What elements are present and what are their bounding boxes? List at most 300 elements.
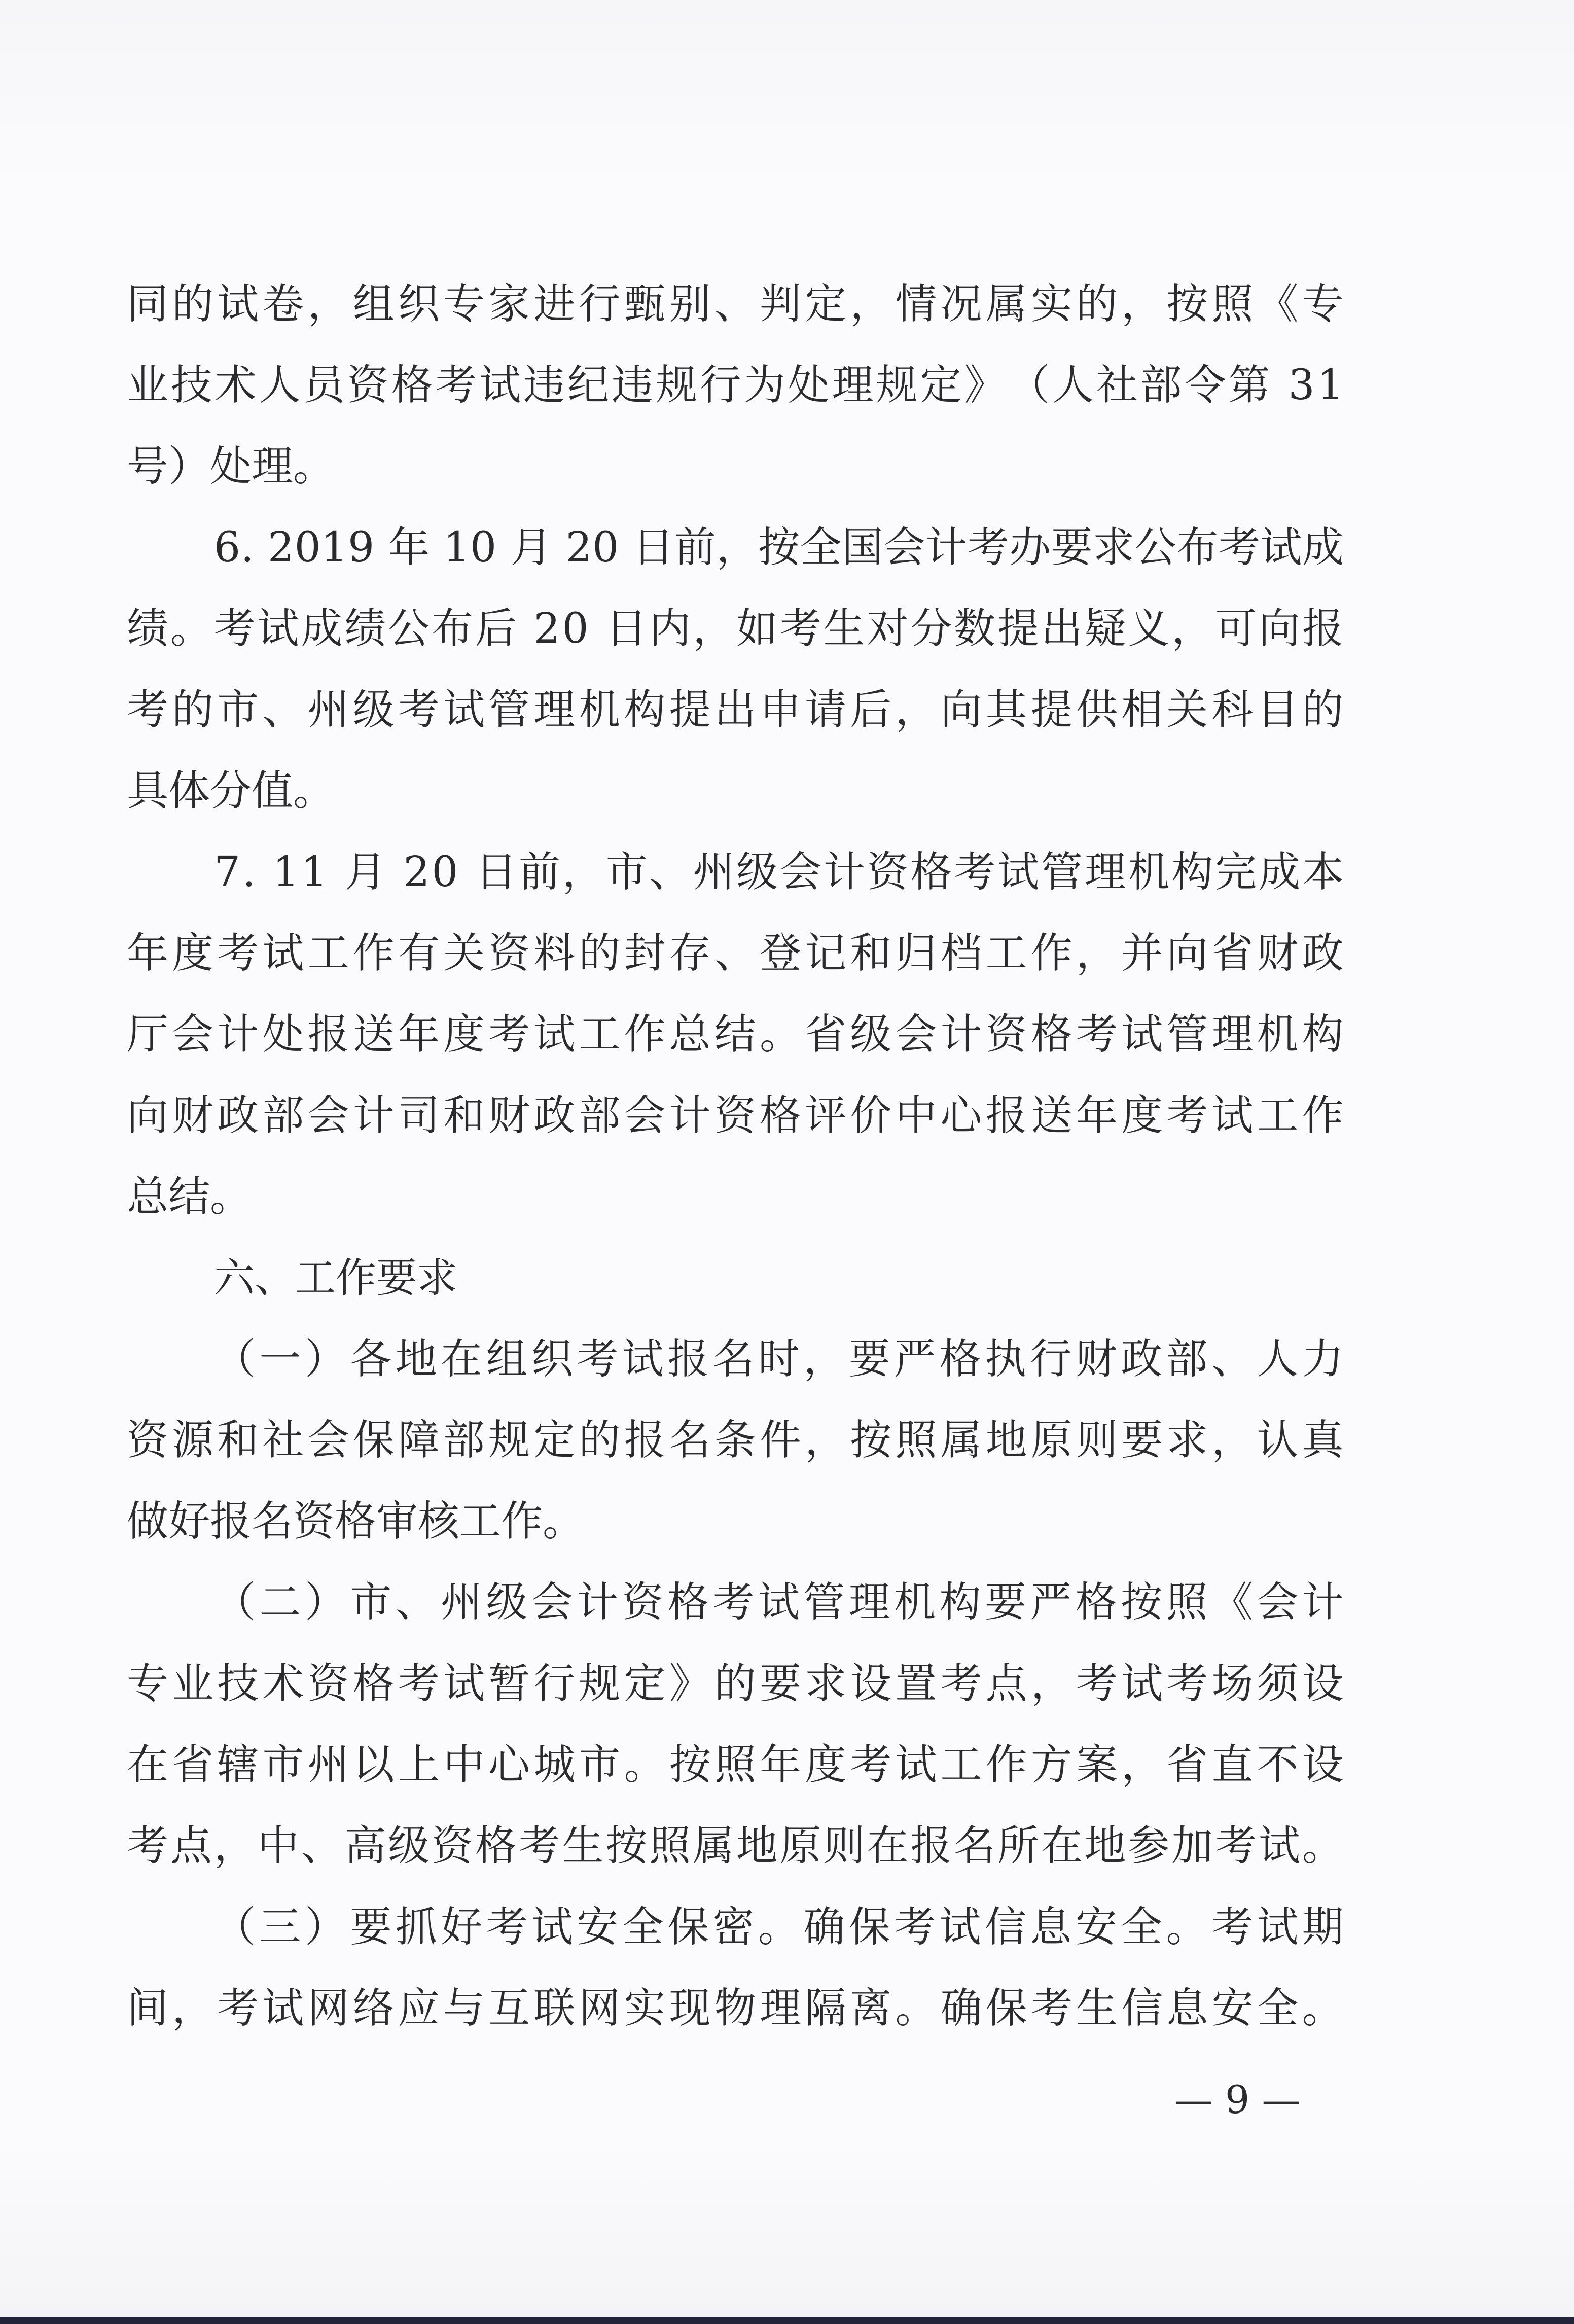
text-char: 评	[805, 1091, 847, 1140]
text-char: 政	[217, 1091, 259, 1140]
text-char: 络	[352, 1984, 395, 2032]
text-char: 会	[895, 1010, 937, 1059]
text-char: 年	[127, 929, 169, 977]
text-line-5	[127, 588, 1344, 670]
text-char: 、	[301, 1822, 343, 1870]
text-char: 公	[1134, 523, 1176, 572]
text-line-12: 总结。	[127, 1173, 252, 1221]
text-char: 部	[1140, 361, 1182, 409]
text-char: 考	[940, 1660, 982, 1708]
text-char: 1	[443, 523, 470, 572]
text-line-6	[127, 670, 1344, 751]
text-char: 考	[398, 1660, 440, 1708]
text-char: 向	[127, 1091, 169, 1140]
text-char: 安	[1075, 1903, 1117, 1951]
text-char: 试	[1211, 1091, 1254, 1140]
text-char: ，	[1211, 1416, 1254, 1464]
text-char: 向	[940, 686, 982, 734]
text-char	[258, 832, 271, 913]
text-char: 甄	[624, 280, 666, 328]
text-char: 要	[848, 1335, 890, 1383]
text-char: 管	[1041, 848, 1083, 896]
text-char: 0	[592, 523, 619, 572]
text-char: 考	[127, 686, 169, 734]
text-char: 的	[579, 929, 621, 977]
text-char: 业	[172, 1660, 214, 1708]
text-char: 档	[940, 929, 982, 977]
text-char: 试	[1258, 1822, 1300, 1870]
text-char: ，	[562, 848, 604, 896]
text-char: 期	[1302, 1903, 1344, 1951]
text-char: 格	[352, 1660, 395, 1708]
text-char: 直	[1211, 1741, 1254, 1789]
text-char: 目	[1257, 686, 1299, 734]
text-char	[552, 507, 565, 588]
text-char: 2	[565, 523, 592, 572]
text-char: 规	[579, 1660, 621, 1708]
text-char: 照	[895, 1416, 937, 1464]
text-char: 1	[301, 848, 328, 896]
text-char: ，	[1076, 929, 1118, 977]
text-char: 2	[267, 523, 295, 572]
text-char: 考	[1166, 1660, 1208, 1708]
text-char: 可	[1215, 605, 1257, 653]
text-char: 实	[1030, 280, 1072, 328]
text-char: 前	[674, 523, 716, 572]
text-char: 在	[867, 1822, 909, 1870]
text-char	[330, 832, 343, 913]
text-line-19	[127, 1724, 1344, 1806]
text-char: 专	[443, 280, 485, 328]
text-char: 进	[533, 280, 576, 328]
text-char: 有	[398, 929, 440, 977]
text-char: 网	[579, 1984, 621, 2032]
text-char: 员	[303, 361, 345, 409]
text-char: 构	[1302, 1010, 1344, 1059]
text-char: 行	[579, 280, 621, 328]
text-char: 作	[352, 929, 395, 977]
text-char: 登	[759, 929, 801, 977]
text-char: 会	[780, 848, 822, 896]
text-char: 按	[1166, 280, 1208, 328]
text-char: 年	[759, 1741, 801, 1789]
text-char: 和	[850, 929, 892, 977]
text-char: 计	[940, 1010, 982, 1059]
text-char: 成	[301, 605, 343, 653]
text-char: 级	[388, 1822, 430, 1870]
text-char: 年	[388, 523, 430, 572]
text-char: 格	[475, 1822, 517, 1870]
text-char: 格	[759, 1091, 801, 1140]
text-char: 资	[347, 361, 389, 409]
text-char: 格	[1075, 1578, 1117, 1627]
text-char: 置	[895, 1660, 937, 1708]
text-char: 和	[443, 1091, 485, 1140]
text-char: 报	[1302, 605, 1344, 653]
text-char: 其	[985, 686, 1027, 734]
text-char: 高	[344, 1822, 386, 1870]
text-char: 年	[1076, 1091, 1118, 1140]
text-char: 的	[714, 1660, 756, 1708]
text-char: 信	[1121, 1984, 1163, 2032]
text-char: 资	[622, 1578, 664, 1627]
text-char: 计	[669, 1091, 711, 1140]
text-char: 考	[398, 686, 440, 734]
text-char: 技	[217, 1660, 259, 1708]
text-char: ，	[805, 1416, 847, 1464]
text-char: 好	[441, 1903, 483, 1951]
text-char: 作	[985, 1741, 1027, 1789]
text-char: 国	[842, 523, 884, 572]
text-char: 资	[431, 1822, 473, 1870]
text-char: 判	[759, 280, 801, 328]
text-char: 、	[714, 929, 756, 977]
text-char: 供	[1076, 686, 1118, 734]
text-char: 如	[736, 605, 778, 653]
text-char: 按	[758, 523, 800, 572]
text-char: 辖	[217, 1741, 259, 1789]
text-char: .	[240, 523, 254, 572]
text-char: 市	[217, 686, 259, 734]
text-char: 内	[649, 605, 691, 653]
text-char: 照	[1211, 280, 1254, 328]
text-char: ，	[1030, 1660, 1072, 1708]
text-char: 考	[486, 1903, 528, 1951]
text-char: 2	[403, 848, 430, 896]
text-char: 中	[895, 1091, 937, 1140]
text-char: 互	[488, 1984, 530, 2032]
text-char: 、	[262, 686, 304, 734]
text-char: 名	[712, 1335, 755, 1383]
text-char: 确	[803, 1903, 845, 1951]
text-line-8	[127, 832, 1344, 913]
text-char: 全	[1257, 1984, 1299, 2032]
text-char: 加	[1171, 1822, 1213, 1870]
text-char: 提	[669, 686, 711, 734]
text-char: 求	[1093, 523, 1135, 572]
text-char: 考	[488, 1010, 530, 1059]
text-char: 实	[624, 1984, 666, 2032]
text-char: 照	[649, 1822, 691, 1870]
text-char: 机	[1257, 1010, 1299, 1059]
text-char: 试	[443, 686, 485, 734]
text-char: 。	[759, 1010, 801, 1059]
text-char	[254, 507, 267, 588]
text-char: 试	[1257, 1903, 1299, 1951]
text-char: 关	[1166, 686, 1208, 734]
text-line-17	[127, 1562, 1344, 1643]
text-char: 试	[262, 929, 304, 977]
text-char: 专	[127, 1660, 169, 1708]
text-char: 城	[533, 1741, 576, 1789]
text-char: 况	[940, 280, 982, 328]
text-char: 认	[1257, 1416, 1299, 1464]
text-char: 人	[1052, 361, 1094, 409]
text-char: 全	[800, 523, 842, 572]
text-char: 省	[805, 1010, 847, 1059]
text-char: 令	[1184, 361, 1226, 409]
text-char: 司	[398, 1091, 440, 1140]
text-line-3: 号）处理。	[127, 442, 335, 490]
text-char: 州	[693, 848, 735, 896]
text-char: 试	[533, 1010, 576, 1059]
text-char: 不	[1257, 1741, 1299, 1789]
text-char: 理	[1211, 1010, 1254, 1059]
text-char: 会	[307, 1416, 349, 1464]
text-char: 离	[850, 1984, 892, 2032]
text-line-4	[127, 507, 1344, 588]
text-char: 前	[519, 848, 561, 896]
text-char: 工	[940, 1741, 982, 1789]
text-char	[497, 507, 510, 588]
text-char: 管	[488, 686, 530, 734]
text-char: 市	[605, 848, 648, 896]
text-char: 理	[759, 1984, 801, 2032]
text-char: 政	[1302, 929, 1344, 977]
text-char: 格	[910, 848, 952, 896]
text-char: 送	[352, 1010, 395, 1059]
text-char: 隔	[805, 1984, 847, 2032]
text-char: 格	[667, 1578, 709, 1627]
text-char: 要	[759, 1660, 801, 1708]
text-line-2	[127, 345, 1344, 426]
text-char: ，	[172, 1984, 214, 2032]
text-char: 格	[391, 361, 433, 409]
text-char: 料	[533, 929, 576, 977]
text-char: 计	[925, 523, 968, 572]
text-char: 》	[669, 1660, 711, 1708]
text-char: 应	[398, 1984, 440, 2032]
text-char: 保	[352, 1416, 395, 1464]
text-char: 计	[1302, 1578, 1344, 1627]
text-char: 《	[1211, 1578, 1253, 1627]
text-char: 数	[954, 605, 996, 653]
text-char: 纪	[567, 361, 610, 409]
text-char: 中	[257, 1822, 299, 1870]
text-char: 部	[262, 1091, 304, 1140]
text-char: 后	[475, 605, 517, 653]
text-char: ，	[307, 280, 349, 328]
text-char: 心	[488, 1741, 530, 1789]
text-char: 考	[1211, 1903, 1253, 1951]
text-char: 保	[667, 1903, 709, 1951]
text-char: 日	[605, 605, 648, 653]
text-char: 二	[259, 1578, 301, 1627]
text-char: ，	[1121, 280, 1163, 328]
text-char: 考	[967, 523, 1009, 572]
text-char: 市	[350, 1578, 392, 1627]
text-line-10	[127, 994, 1344, 1075]
text-char: 机	[894, 1578, 936, 1627]
text-char: 要	[1121, 1416, 1163, 1464]
text-char: （	[214, 1903, 256, 1951]
text-char: 试	[479, 361, 521, 409]
text-line-18	[127, 1643, 1344, 1724]
text-char: 生	[1076, 1984, 1118, 2032]
text-char: 名	[954, 1822, 996, 1870]
text-char: ，	[693, 605, 735, 653]
text-char: 业	[127, 361, 169, 409]
text-char: 的	[172, 686, 214, 734]
text-char: 关	[443, 929, 485, 977]
text-char: 行	[1030, 1335, 1072, 1383]
text-char: 试	[262, 1984, 304, 2032]
text-char: 会	[531, 1578, 573, 1627]
text-char: 要	[984, 1578, 1026, 1627]
text-char: 后	[850, 686, 892, 734]
text-char: 市	[579, 1741, 621, 1789]
text-char: （	[214, 1335, 256, 1383]
text-char: 构	[1171, 848, 1213, 896]
text-char: 保	[848, 1903, 890, 1951]
text-char: 定	[624, 1660, 666, 1708]
text-char: 考	[518, 1822, 560, 1870]
text-char: 息	[1030, 1903, 1072, 1951]
text-char: 按	[850, 1416, 892, 1464]
text-char: 源	[172, 1416, 214, 1464]
text-char: 考	[435, 361, 477, 409]
text-char: 度	[443, 1010, 485, 1059]
text-char: 方	[1030, 1741, 1072, 1789]
text-char: 按	[605, 1822, 648, 1870]
text-char: 考	[217, 1984, 259, 2032]
text-char: 工	[985, 929, 1027, 977]
text-char: 资	[488, 929, 530, 977]
text-char: 2	[533, 605, 560, 653]
text-char: 管	[1166, 1010, 1208, 1059]
text-char: 人	[259, 361, 301, 409]
text-char: 全	[622, 1903, 664, 1951]
text-char: 按	[669, 1741, 711, 1789]
text-char: 、	[714, 280, 756, 328]
text-char: 理	[832, 361, 874, 409]
text-char	[430, 507, 443, 588]
text-char: 送	[1030, 1091, 1072, 1140]
text-char: 试	[997, 848, 1040, 896]
text-char: 市	[262, 1741, 304, 1789]
text-char: 。	[1166, 1903, 1208, 1951]
text-char: 属	[985, 280, 1027, 328]
text-char: 地	[395, 1335, 437, 1383]
text-char: 提	[997, 605, 1040, 653]
text-char: 上	[398, 1741, 440, 1789]
text-char: 执	[984, 1335, 1026, 1383]
text-char: 行	[533, 1660, 576, 1708]
text-char: 报	[985, 1091, 1027, 1140]
text-char: 考	[127, 1822, 169, 1870]
text-char: 财	[1257, 929, 1299, 977]
text-char: 向	[1259, 605, 1301, 653]
text-char: （	[214, 1578, 256, 1627]
text-char: 在	[441, 1335, 483, 1383]
text-char: 安	[1211, 1984, 1254, 2032]
text-char: 信	[984, 1903, 1026, 1951]
text-char: 障	[398, 1416, 440, 1464]
text-char: 存	[669, 929, 711, 977]
text-char: 设	[1302, 1741, 1344, 1789]
text-char: 、	[649, 848, 691, 896]
text-char: 原	[779, 1822, 821, 1870]
text-line-7: 具体分值。	[127, 767, 335, 815]
text-char: 7	[214, 848, 241, 896]
text-char: 财	[488, 1091, 530, 1140]
text-char: 构	[624, 686, 666, 734]
text-char: 省	[172, 1741, 214, 1789]
text-char: 间	[127, 1984, 169, 2032]
text-char: 设	[1302, 1660, 1344, 1708]
text-char: 级	[486, 1578, 528, 1627]
text-char: 地	[736, 1822, 778, 1870]
text-char: 安	[577, 1903, 619, 1951]
text-char: 、	[395, 1578, 437, 1627]
text-line-11	[127, 1075, 1344, 1156]
text-char: 报	[910, 1822, 952, 1870]
text-char: 在	[127, 1741, 169, 1789]
text-char: 定	[533, 1416, 576, 1464]
text-char: 密	[712, 1903, 755, 1951]
text-char: 对	[867, 605, 909, 653]
text-char: 条	[714, 1416, 756, 1464]
text-char: 试	[1121, 1660, 1163, 1708]
text-char: 件	[759, 1416, 801, 1464]
text-char: 》	[964, 361, 1006, 409]
text-char: 日	[475, 848, 517, 896]
text-char: 机	[579, 686, 621, 734]
text-char: 州	[307, 1741, 349, 1789]
text-char: 。	[170, 605, 212, 653]
text-char: 。	[758, 1903, 800, 1951]
page-number: — 9 —	[1174, 2077, 1301, 2122]
text-char: 属	[692, 1822, 734, 1870]
text-char: 定	[805, 280, 847, 328]
text-char: 的	[172, 280, 214, 328]
text-char: ，	[1121, 1741, 1163, 1789]
text-char: 力	[1302, 1335, 1344, 1383]
text-char: 作	[624, 1010, 666, 1059]
text-char: 生	[562, 1822, 604, 1870]
text-char: （	[1008, 361, 1050, 409]
text-char: 的	[579, 1416, 621, 1464]
text-char: 以	[352, 1741, 395, 1789]
text-char: 6	[214, 523, 241, 572]
text-char: 相	[1121, 686, 1163, 734]
text-char: 省	[1166, 1741, 1208, 1789]
text-char: ，	[850, 280, 892, 328]
text-char: 报	[667, 1335, 709, 1383]
text-char	[1273, 345, 1286, 426]
text-line-14	[127, 1319, 1344, 1400]
text-char: 三	[259, 1903, 301, 1951]
text-char: 总	[669, 1010, 711, 1059]
text-char: 价	[850, 1091, 892, 1140]
text-char: 会	[883, 523, 925, 572]
text-char: 月	[510, 523, 552, 572]
text-line-21	[127, 1887, 1344, 1968]
text-char: 一	[259, 1335, 301, 1383]
text-char: 级	[850, 1010, 892, 1059]
text-char: 试	[895, 1741, 937, 1789]
text-char: 考	[779, 605, 821, 653]
text-char: 为	[743, 361, 785, 409]
text-char: ）	[304, 1578, 346, 1627]
text-char: 试	[443, 1660, 485, 1708]
text-char: 。	[1302, 1984, 1344, 2032]
text-char: 求	[1166, 1416, 1208, 1464]
text-char: 0	[562, 605, 589, 653]
text-char: 部	[443, 1416, 485, 1464]
text-char: 结	[714, 1010, 756, 1059]
text-char: 绩	[127, 605, 169, 653]
